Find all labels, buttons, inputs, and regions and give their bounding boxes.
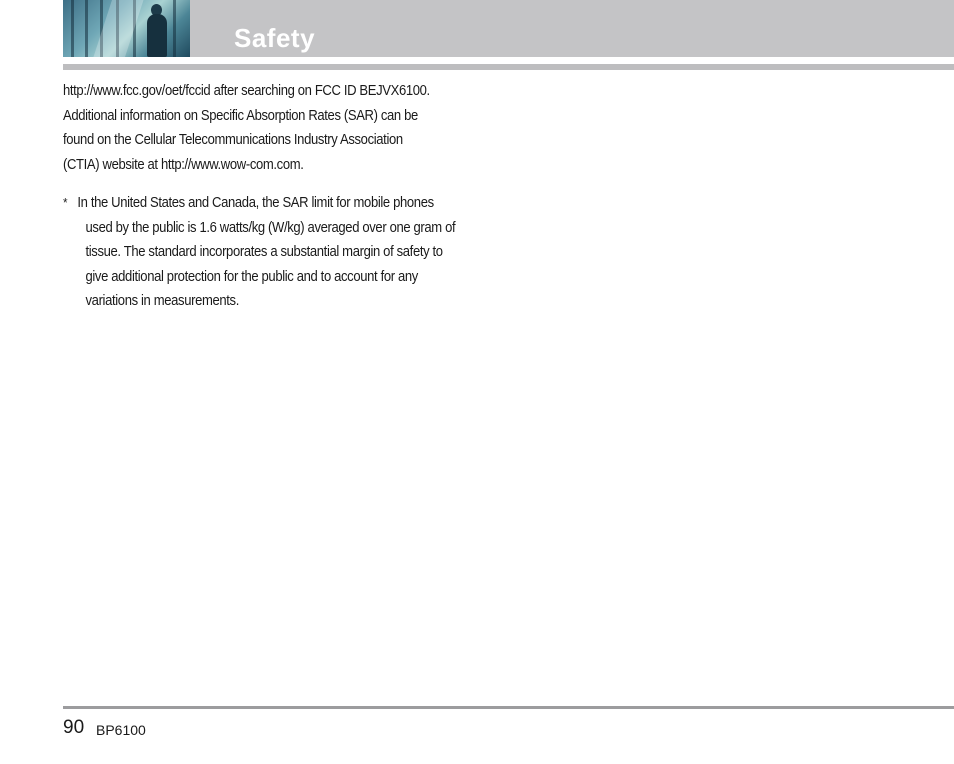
window-pane (85, 0, 88, 57)
window-pane (173, 0, 176, 57)
window-pane (71, 0, 74, 57)
sar-note (63, 191, 459, 314)
body-paragraph: http://www.fcc.gov/oet/fccid after searching on FCC ID BEJVX6100. Additional information on Specific Absorption Rates (SAR) can be found on the Cellular Telecommunications Industry Association (CTIA) website at http://www.wow-com.com. (63, 83, 430, 173)
footer-rule (63, 706, 954, 709)
page-number: 90 (63, 717, 85, 738)
asterisk-marker: * (63, 195, 68, 210)
person-silhouette (147, 14, 167, 57)
header-bar (63, 0, 954, 57)
model-name: BP6100 (96, 722, 146, 738)
section-title: Safety (234, 23, 316, 53)
header-photo (63, 0, 190, 57)
note-text: In the United States and Canada, the SAR limit for mobile phones used by the public is 1.6 watts/kg (W/kg) averaged over one gram of tissue. The standard incorporates a substantial margin of safety to give additional protection for the public and to account for any variations in measurements. (77, 195, 456, 310)
header-rule (63, 64, 954, 70)
